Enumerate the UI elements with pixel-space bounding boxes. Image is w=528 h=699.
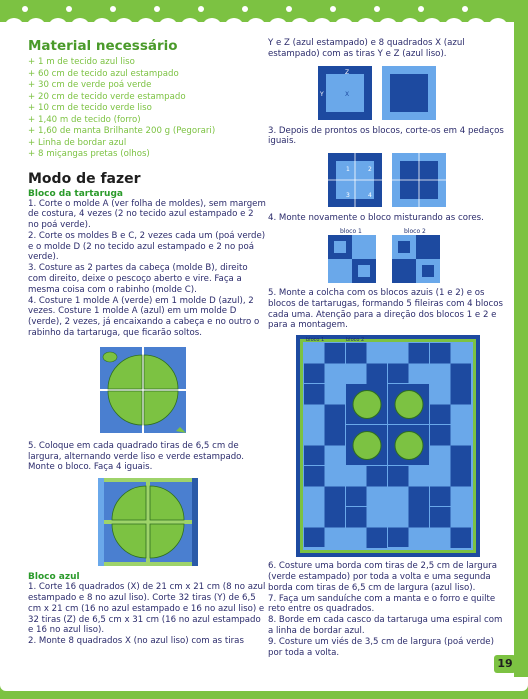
label-2: 2: [368, 166, 372, 174]
quilt-bloco-2-label: bloco 2: [346, 337, 365, 344]
label-1: 1: [346, 166, 350, 174]
quilt-blue-block-quarter: [304, 343, 325, 364]
right-step-7: 7. Faça um sanduíche com a manta e o forro e quilte reto entre os quadrados.: [268, 593, 496, 615]
bloco-2-label: bloco 2: [404, 227, 426, 235]
quilt-blue-block-quarter: [304, 507, 325, 528]
material-item: + 20 cm de tecido verde estampado: [28, 92, 266, 104]
tartaruga-step-4: 4. Costure 1 molde A (verde) em 1 molde D (azul), 2 vezes. Costure 1 molde A (azul) em um molde D (verde), 2 vezes, já encaixando a cabeça e no outro o rabinho da tartaruga, que ficarão soltos.: [28, 295, 260, 339]
side-border: [514, 0, 528, 699]
quilt-blue-block-quarter: [451, 364, 472, 385]
quilt-blue-block-quarter: [367, 487, 388, 508]
quilt-blue-block-quarter: [451, 528, 472, 549]
label-3: 3: [346, 192, 350, 200]
quilt-blue-block-quarter: [304, 384, 325, 405]
turtle-shell: [395, 391, 423, 419]
material-item: + 10 cm de tecido verde liso: [28, 103, 266, 115]
quilt-blue-block-quarter: [325, 405, 346, 426]
tartaruga-step-2: 2. Corte os moldes B e C, 2 vezes cada um (poá verde) e o molde D (2 no tecido azul estampado e 2 no poá verde).: [28, 230, 266, 263]
turtle-shell: [353, 432, 381, 460]
quilt-blue-block-quarter: [409, 487, 430, 508]
material-item: + 1,60 de manta Brilhante 200 g (Pegorari): [28, 126, 266, 138]
right-step-9: 9. Costure um viés de 3,5 cm de largura (poá verde) por toda a volta.: [268, 636, 494, 658]
label-z: Z: [345, 68, 350, 76]
quilt-blue-block-quarter: [409, 364, 430, 385]
quilt-blue-block-quarter: [304, 425, 325, 446]
cut-pieces-figure: [268, 151, 508, 209]
right-column: [268, 36, 508, 658]
right-step-3: 3. Depois de prontos os blocos, corte-os em 4 pedaços iguais.: [268, 125, 504, 147]
right-step-4: 4. Monte novamente o bloco misturando as cores.: [268, 213, 484, 224]
quilt-blue-block-quarter: [388, 343, 409, 364]
quilt-blue-block-quarter: [409, 528, 430, 549]
tartaruga-step-5: 5. Coloque em cada quadrado tiras de 6,5 cm de largura, alternando verde liso e verde estampado. Monte o bloco. Faça 4 iguais.: [28, 440, 245, 473]
bottom-border-inner: [0, 677, 528, 691]
quilt-blue-block-quarter: [451, 405, 472, 426]
quilt-blue-block-quarter: [325, 446, 346, 467]
azul-step-2: 2. Monte 8 quadrados X (no azul liso) com as tiras: [28, 636, 244, 647]
quilt-blue-block-quarter: [451, 487, 472, 508]
blue-blocks-xyz-figure: [268, 64, 508, 122]
label-x: X: [345, 90, 350, 98]
tartaruga-step-3: 3. Costure as 2 partes da cabeça (molde B), direito com direito, deixe o pescoço aberto e vire. Faça a mesma coisa com o rabinho (molde C).: [28, 263, 248, 295]
quilt-blue-block-quarter: [367, 364, 388, 385]
quilt-blue-block-quarter: [388, 466, 409, 487]
quilt-blue-block-quarter: [430, 507, 451, 528]
quilt-blue-block-quarter: [325, 528, 346, 549]
material-title: Material necessário: [28, 38, 178, 54]
quilt-bloco-1-label: bloco 1: [306, 337, 325, 344]
bloco-1-label: bloco 1: [340, 227, 362, 235]
quilt-blue-block-quarter: [304, 466, 325, 487]
quilt-blue-block-quarter: [430, 466, 451, 487]
quilt-blue-block-quarter: [430, 343, 451, 364]
bloco-tartaruga-title: Bloco da tartaruga: [28, 188, 123, 199]
quilt-layout-figure: [268, 335, 508, 557]
material-item: + 1 m de tecido azul liso: [28, 57, 266, 69]
label-y: Y: [320, 90, 324, 98]
quilt-blue-block-quarter: [346, 507, 367, 528]
quilt-blue-block-quarter: [325, 487, 346, 508]
material-item: + 1,40 m de tecido (forro): [28, 115, 266, 127]
azul-step-1: 1. Corte 16 quadrados (X) de 21 cm x 21 cm (8 no azul estampado e 8 no azul liso). Corte 32 tiras (Y) de 6,5 cm x 21 cm (16 no azul estampado e 16 no azul liso) e 32 tiras (Z) de 6,5 cm x 31 cm (16 no azul estampado e 16 no azul liso).: [28, 582, 266, 636]
left-column: [28, 36, 266, 647]
bloco-azul-title: Bloco azul: [28, 572, 80, 583]
quilt-blue-block-quarter: [451, 446, 472, 467]
material-list: [28, 57, 266, 161]
right-step-5: 5. Monte a colcha com os blocos azuis (1 e 2) e os blocos de tartarugas, formando 5 fileiras com 4 blocos cada uma. Atenção para a direção dos blocos 1 e 2 e para a montagem.: [268, 287, 503, 331]
page-number: 19: [494, 655, 516, 673]
right-step-8: 8. Borde em cada casco da tartaruga uma espiral com a linha de bordar azul.: [268, 615, 503, 636]
quilt-blue-block-quarter: [388, 507, 409, 528]
material-item: + 8 miçangas pretas (olhos): [28, 149, 266, 161]
quilt-blue-block-quarter: [325, 364, 346, 385]
turtle-shell: [395, 432, 423, 460]
material-item: + 30 cm de verde poá verde: [28, 80, 266, 92]
tartaruga-step-1: 1. Corte o molde A (ver folha de moldes), sem margem de costura, 4 vezes (2 no tecido azul estampado e 2 no poá verde).: [28, 198, 266, 231]
material-item: + Linha de bordar azul: [28, 138, 266, 150]
turtle-pieces-figure: [28, 345, 266, 437]
scallop-border-top: [0, 0, 528, 36]
azul-step-2-cont: Y e Z (azul estampado) e 8 quadrados X (azul estampado) com as tiras Y e Z (azul liso).: [268, 38, 465, 59]
quilt-blue-block-quarter: [430, 384, 451, 405]
modo-title: Modo de fazer: [28, 170, 141, 187]
quilt-blue-block-quarter: [367, 528, 388, 549]
mixed-blocks-figure: [268, 226, 508, 286]
quilt-blue-block-quarter: [346, 466, 367, 487]
turtle-block-figure: [28, 478, 266, 568]
material-item: + 60 cm de tecido azul estampado: [28, 69, 266, 81]
right-step-6: 6. Costure uma borda com tiras de 2,5 cm de largura (verde estampado) por toda a volta e uma segunda borda com tiras de 6,5 cm de largura (azul liso).: [268, 561, 497, 593]
quilt-blue-block-quarter: [346, 343, 367, 364]
label-4: 4: [368, 192, 372, 200]
quilt-blue-block-quarter: [430, 425, 451, 446]
turtle-shell: [353, 391, 381, 419]
